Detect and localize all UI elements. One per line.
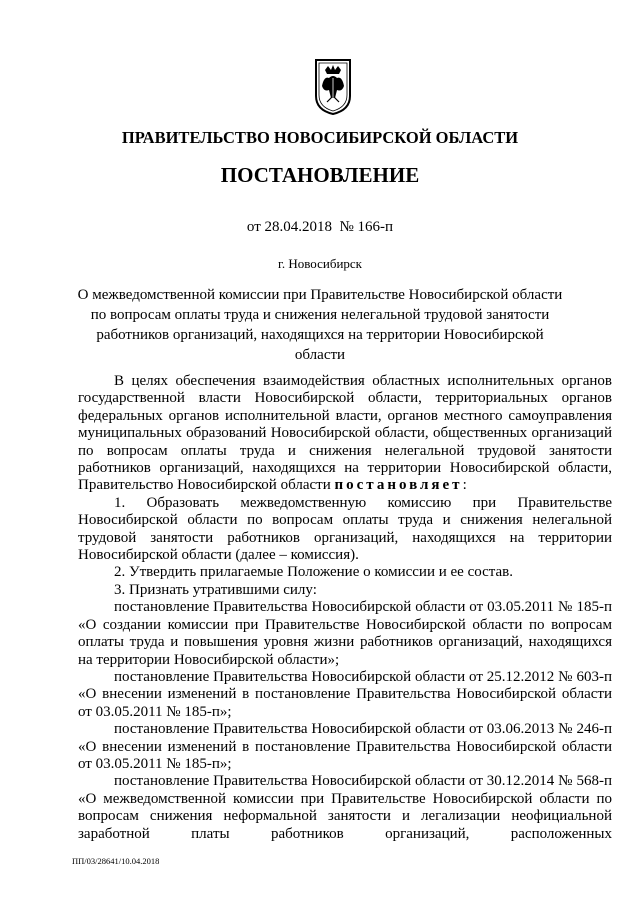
decree-word: постановляет bbox=[334, 477, 463, 494]
intro-paragraph bbox=[78, 373, 612, 495]
document-body bbox=[78, 373, 612, 843]
list-item: постановление Правительства Новосибирской области от 25.12.2012 № 603-п «О внесении изменений в постановление Правительства Новосибирской области от 03.05.2011 № 185-п»; bbox=[78, 668, 612, 720]
title-line: О межведомственной комиссии при Правительстве Новосибирской области bbox=[77, 287, 563, 303]
date-number-line bbox=[0, 219, 640, 236]
decree-colon: : bbox=[462, 477, 467, 494]
title-line: работников организаций, находящихся на территории Новосибирской области bbox=[96, 327, 544, 363]
intro-text: В целях обеспечения взаимодействия областных исполнительных органов государственной власти Новосибирской области, территориальных органов федеральных органов исполнительной власти, органов местного самоуправления муниципальных образований Новосибирской области, общественных организаций по вопросам оплаты труда и снижения нелегальной трудовой занятости работников организаций, находящихся на территории Новосибирской области, Правительство Новосибирской области bbox=[78, 373, 612, 494]
document-date: от 28.04.2018 bbox=[246, 219, 332, 235]
document-type: ПОСТАНОВЛЕНИЕ bbox=[220, 163, 420, 187]
document-title bbox=[70, 285, 570, 365]
list-item: 3. Признать утратившими силу: bbox=[114, 581, 317, 598]
title-line: по вопросам оплаты труда и снижения нелегальной трудовой занятости bbox=[90, 307, 550, 323]
list-item: 1. Образовать межведомственную комиссию при Правительстве Новосибирской области по вопросам оплаты труда и снижения нелегальной трудовой занятости работников организаций, находящихся на территории Новосибирской области (далее – комиссия). bbox=[78, 494, 612, 564]
organization-name: ПРАВИТЕЛЬСТВО НОВОСИБИРСКОЙ ОБЛАСТИ bbox=[121, 128, 519, 147]
list-item: 2. Утвердить прилагаемые Положение о комиссии и ее состав. bbox=[114, 564, 514, 581]
document-city: г. Новосибирск bbox=[277, 256, 362, 271]
document-code: ПП/03/28641/10.04.2018 bbox=[72, 856, 160, 866]
coat-of-arms-icon bbox=[313, 58, 353, 116]
list-item: постановление Правительства Новосибирской области от 03.05.2011 № 185-п «О создании комиссии при Правительстве Новосибирской области по вопросам оплаты труда и повышения уровня жизни работников организаций, находящихся на территории Новосибирской области»; bbox=[78, 599, 612, 668]
list-item: постановление Правительства Новосибирской области от 30.12.2014 № 568-п «О межведомственной комиссии при Правительстве Новосибирской области по вопросам снижения неформальной занятости и легализации неофициальной заработной платы работников организаций, расположенных bbox=[78, 773, 612, 842]
list-item: постановление Правительства Новосибирской области от 03.06.2013 № 246-п «О внесении изменений в постановление Правительства Новосибирской области от 03.05.2011 № 185-п»; bbox=[78, 721, 612, 772]
document-number: № 166-п bbox=[339, 219, 394, 235]
